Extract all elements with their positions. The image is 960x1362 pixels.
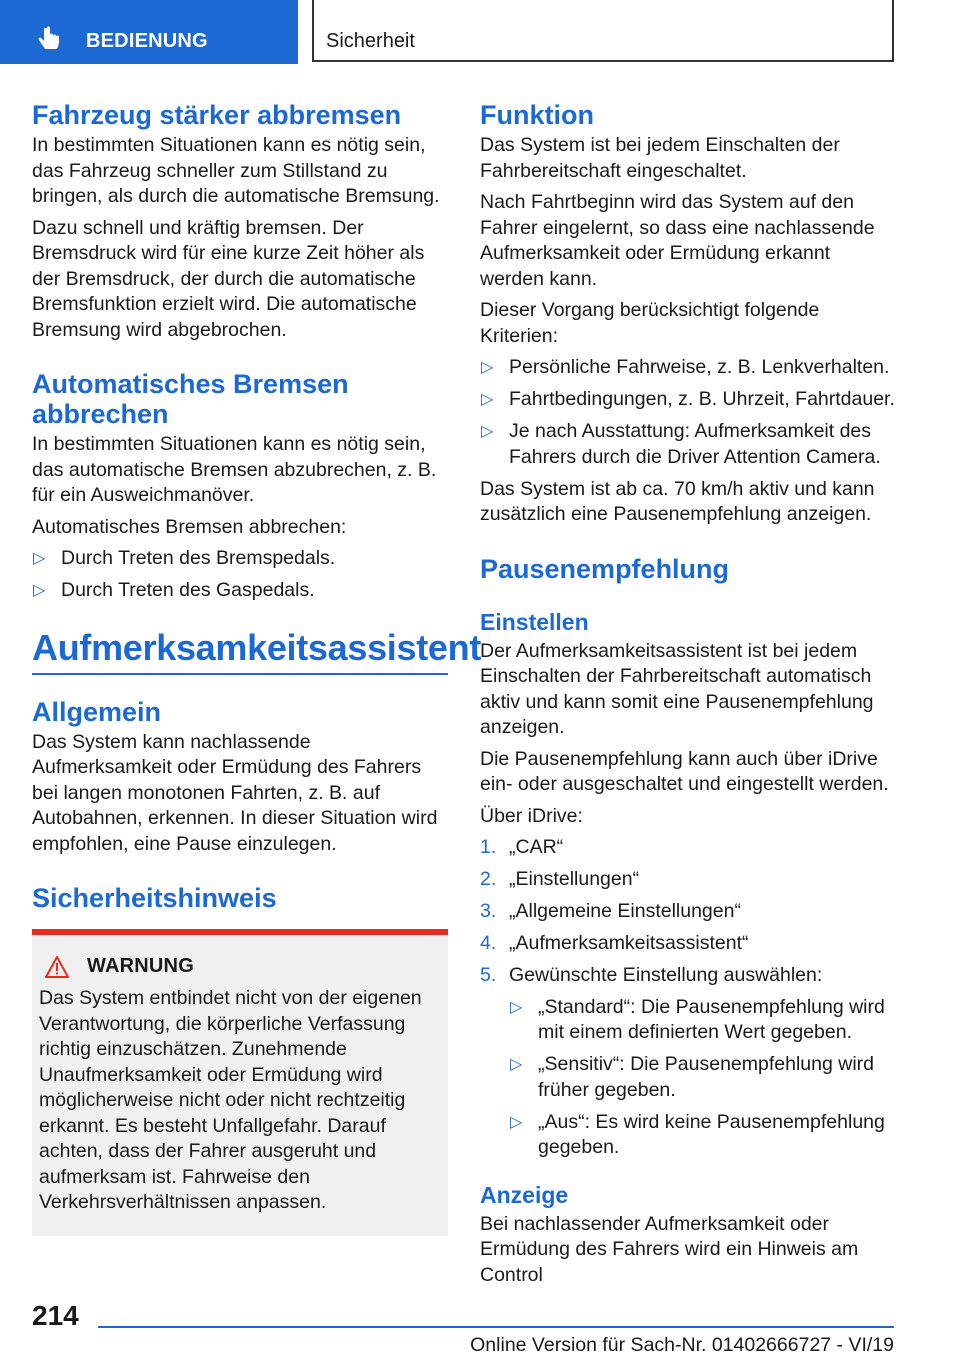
warning-triangle-icon xyxy=(45,956,69,978)
triangle-bullet-icon: ▷ xyxy=(33,550,46,567)
list-item: ▷ „Aus“: Es wird keine Pausenempfehlung gegeben. xyxy=(510,1110,885,1158)
list-item: ▷ Je nach Ausstattung: Aufmerksamkeit des Fahrers durch die Driver Attention Camera. xyxy=(481,420,881,468)
paragraph: Der Aufmerksamkeitsassistent ist bei jedem Einschalten der Fahrbereitschaft automatisch aktiv und kann somit eine Pausenempfehlung anzeigen. xyxy=(480,639,874,738)
list-item: 1. „CAR“ xyxy=(480,836,564,858)
paragraph: Dazu schnell und kräftig bremsen. Der Bremsdruck wird für eine kurze Zeit höher als der Bremsdruck, der durch die automatische Bremsfunktion erzielt wird. Die automatische Bremsung wird abgebrochen. xyxy=(32,216,425,341)
chapter-label: BEDIENUNG xyxy=(86,30,208,52)
footer-divider xyxy=(98,1326,894,1328)
section-header xyxy=(312,0,894,62)
right-column xyxy=(480,100,898,1294)
heading-brake-harder: Fahrzeug stärker abbremsen xyxy=(32,100,402,130)
paragraph: Bei nachlassender Aufmerksamkeit oder Ermüdung des Fahrers wird ein Hinweis am Control xyxy=(480,1212,859,1286)
chapter-tab xyxy=(0,0,298,64)
heading-safety-note: Sicherheitshinweis xyxy=(32,883,277,913)
hand-pointer-icon xyxy=(38,26,64,52)
triangle-bullet-icon: ▷ xyxy=(510,1113,523,1131)
abort-list xyxy=(32,546,448,604)
list-item: ▷ Durch Treten des Bremspedals. xyxy=(32,546,448,572)
paragraph: In bestimmten Situationen kann es nötig sein, das automatische Bremsen abzubrechen, z. B. für ein Ausweichmanöver. xyxy=(32,433,437,506)
heading-function: Funktion xyxy=(480,100,594,130)
page-number: 214 xyxy=(32,1300,79,1331)
paragraph: Das System kann nachlassende Aufmerksamkeit oder Ermüdung des Fahrers bei langen monotonen Fahrten, z. B. auf Autobahnen, erkennen. In dieser Situation wird empfohlen, eine Pause einzulegen. xyxy=(32,730,438,855)
list-item: ▷ „Sensitiv“: Die Pausenempfehlung wird früher gegeben. xyxy=(510,1053,874,1101)
triangle-bullet-icon: ▷ xyxy=(481,359,494,376)
warning-title: WARNUNG xyxy=(87,955,194,977)
paragraph: Das System ist bei jedem Einschalten der Fahrbereitschaft eingeschaltet. xyxy=(480,134,840,182)
footer-version: Online Version für Sach-Nr. 01402666727 - VI/19 xyxy=(470,1334,894,1356)
heading-general: Allgemein xyxy=(32,696,162,727)
section-title: Sicherheit xyxy=(326,30,415,52)
list-item: ▷ Durch Treten des Gaspedals. xyxy=(32,578,448,604)
paragraph: Automatisches Bremsen abbrechen: xyxy=(32,515,347,538)
warning-text: Das System entbindet nicht von der eigenen Verantwortung, die körperliche Verfassung richtig einzuschätzen. Zunehmende Unaufmerksamkeit oder Ermüdung wird möglicherweise nicht oder nicht rechtzeitig erkannt. Es besteht Unfallgefahr. Darauf achten, dass der Fahrer ausgeruht und aufmerksam ist. Fahrweise den Verkehrsverhältnissen anpassen. xyxy=(39,987,422,1213)
heading-settings: Einstellen xyxy=(480,608,589,635)
triangle-bullet-icon: ▷ xyxy=(481,423,494,440)
paragraph: Die Pausenempfehlung kann auch über iDrive ein- oder ausgeschaltet und eingestellt werden. xyxy=(480,747,889,795)
list-item: ▷ Persönliche Fahrweise, z. B. Lenkverhalten. xyxy=(480,355,898,381)
list-item: 5. Gewünschte Einstellung auswählen: ▷ „Standard“: Die Pausenempfehlung wird mit einem definierten Wert gegeben. ▷ „Sensitiv“: Die Pausenempfehlung wird früher gegeben. ▷ „Aus“: Es wird keine Pausenempfehlung gegeben. xyxy=(480,963,898,1161)
left-column xyxy=(32,100,482,1236)
options-list xyxy=(509,995,898,1161)
paragraph: Dieser Vorgang berücksichtigt folgende Kriterien: xyxy=(480,299,820,347)
list-item: ▷ „Standard“: Die Pausenempfehlung wird mit einem definierten Wert gegeben. xyxy=(510,995,885,1043)
warning-box xyxy=(32,929,448,1236)
list-item: 3. „Allgemeine Einstellungen“ xyxy=(480,900,741,922)
triangle-bullet-icon: ▷ xyxy=(510,1056,523,1073)
list-item: 4. „Aufmerksamkeitsassistent“ xyxy=(480,932,749,954)
heading-display: Anzeige xyxy=(480,1181,569,1208)
list-item: 2. „Einstellungen“ xyxy=(480,868,640,890)
heading-break-recommendation: Pausenempfehlung xyxy=(480,553,730,584)
list-item: ▷ Fahrtbedingungen, z. B. Uhrzeit, Fahrtdauer. xyxy=(480,387,898,413)
chapter-heading-block xyxy=(32,626,482,675)
paragraph: Nach Fahrtbeginn wird das System auf den Fahrer eingelernt, so dass eine nachlassende Aufmerksamkeit oder Ermüdung erkannt werden kann. xyxy=(480,191,875,290)
criteria-list xyxy=(480,355,898,470)
triangle-bullet-icon: ▷ xyxy=(510,998,523,1016)
warning-header xyxy=(45,955,440,978)
steps-list xyxy=(480,835,898,1161)
paragraph: Das System ist ab ca. 70 km/h aktiv und kann zusätzlich eine Pausenempfehlung anzeigen. xyxy=(480,477,875,525)
paragraph: Über iDrive: xyxy=(480,804,583,827)
triangle-bullet-icon: ▷ xyxy=(481,391,494,408)
triangle-bullet-icon: ▷ xyxy=(33,582,46,599)
heading-attention-assistant: Aufmerksamkeitsassistent xyxy=(32,626,482,668)
heading-abort-braking: Automatisches Bremsen abbrechen xyxy=(32,369,349,429)
paragraph: In bestimmten Situationen kann es nötig sein, das Fahrzeug schneller zum Stillstand zu bringen, als durch die automatische Bremsung. xyxy=(32,134,440,207)
